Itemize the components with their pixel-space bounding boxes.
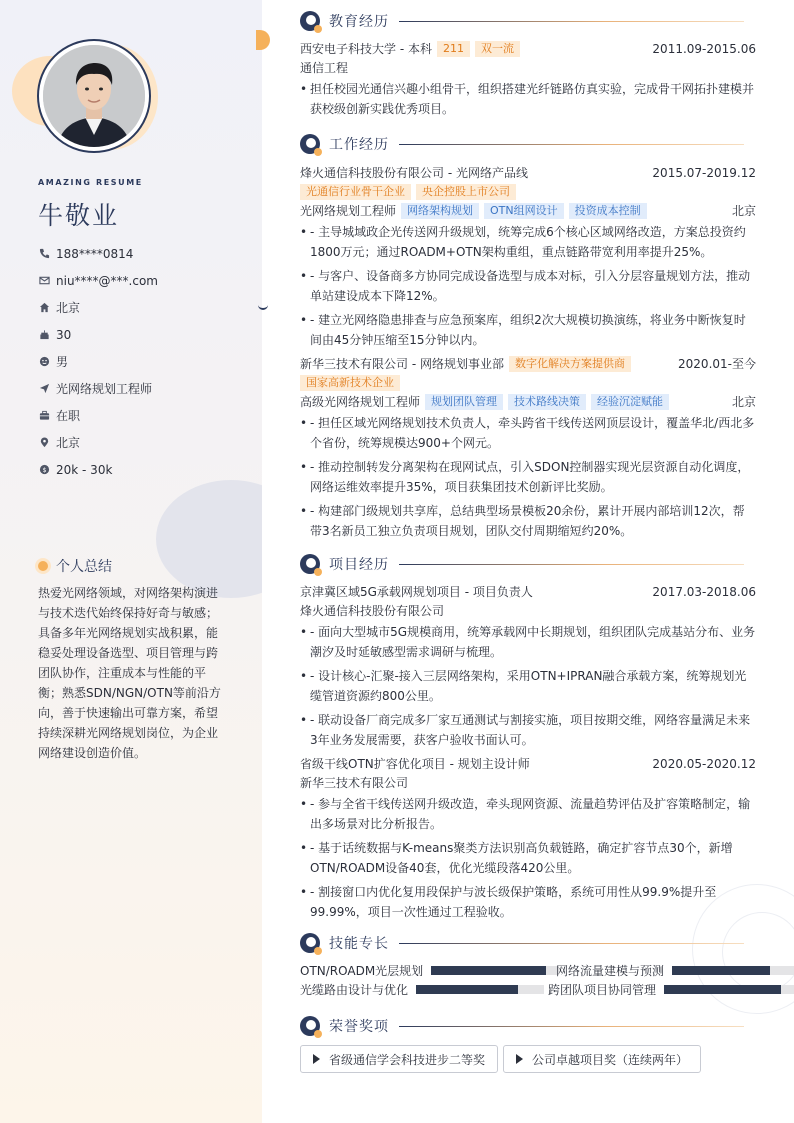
section-icon bbox=[300, 933, 320, 953]
list-item: • - 推动控制转发分离架构在现网试点，引入SDON控制器实现光层资源自动化调度，网络运维效率提升35%，项目获集团技术创新评比奖励。 bbox=[300, 457, 756, 497]
info-text: 在职 bbox=[56, 409, 81, 423]
section-icon bbox=[300, 554, 320, 574]
role-tag: 投资成本控制 bbox=[569, 203, 647, 219]
info-text: 188****0814 bbox=[56, 246, 134, 261]
skill-level-fill bbox=[431, 966, 546, 975]
work-heading bbox=[300, 134, 794, 154]
section-title: 项目经历 bbox=[329, 557, 389, 573]
list-item: • - 面向大型城市5G规模商用，统筹承载网中长期规划，组织团队完成基站分布、业务潮汐及时延敏感型需求调研与梳理。 bbox=[300, 622, 756, 662]
education-block bbox=[300, 39, 756, 123]
list-item: • - 联动设备厂商完成多厂家互通测试与割接实施，项目按期交维，网络容量满足未来3年业务发展需要，获客户验收书面认可。 bbox=[300, 710, 756, 750]
school-tag: 双一流 bbox=[475, 41, 520, 57]
date-range: 2011.09-2015.06 bbox=[652, 41, 756, 56]
company-tag: 光通信行业骨干企业 bbox=[300, 184, 411, 200]
info-position bbox=[38, 375, 158, 402]
candidate-name: 牛敬业 bbox=[38, 201, 120, 230]
projects-heading bbox=[300, 554, 794, 574]
major: 通信工程 bbox=[300, 61, 349, 75]
bullet-dot-icon bbox=[38, 561, 48, 571]
role-tag: 规划团队管理 bbox=[425, 394, 503, 410]
project-header-row bbox=[300, 582, 756, 601]
info-text: 光网络规划工程师 bbox=[56, 382, 153, 396]
info-phone bbox=[38, 240, 158, 267]
list-item: • - 基于话统数据与K-means聚类方法识别高负载链路，确定扩容节点30个，新增OTN/ROADM设备40套，优化光缆段落420公里。 bbox=[300, 838, 756, 878]
skill-name: 跨团队项目协同管理 bbox=[548, 983, 657, 997]
date-range: 2020.05-2020.12 bbox=[652, 756, 756, 771]
list-item: • - 主导城域政企光传送网升级规划，统筹完成6个核心区域网络改造，方案总投资约1800万元；通过ROADM+OTN架构重组，重点链路带宽利用率提升25%。 bbox=[300, 222, 756, 262]
send-icon bbox=[38, 383, 50, 395]
section-divider bbox=[399, 943, 744, 944]
job-city: 北京 bbox=[731, 204, 756, 218]
list-item: • 担任校园光通信兴趣小组骨干，组织搭建光纤链路仿真实验，完成骨干网拓扑建模并获校级创新实践优秀项目。 bbox=[300, 79, 756, 119]
section-icon bbox=[300, 1016, 320, 1036]
role-row bbox=[300, 392, 756, 411]
company-tag: 国家高新技术企业 bbox=[300, 375, 400, 391]
info-location bbox=[38, 429, 158, 456]
info-home bbox=[38, 294, 158, 321]
info-text: 北京 bbox=[56, 301, 81, 315]
decor-blob bbox=[156, 480, 262, 598]
projects-block bbox=[300, 582, 756, 926]
role-tag: 经验沉淀赋能 bbox=[591, 394, 669, 410]
decor-tab bbox=[258, 300, 268, 310]
sidebar bbox=[0, 0, 262, 1123]
section-icon bbox=[300, 11, 320, 31]
award-item bbox=[300, 1045, 498, 1073]
project-company: 新华三技术有限公司 bbox=[300, 776, 409, 790]
company-name: 新华三技术有限公司 - 网络规划事业部 bbox=[300, 357, 504, 371]
section-divider bbox=[399, 1026, 744, 1027]
skill-level-bar bbox=[664, 985, 794, 994]
list-item: • - 参与全省干线传送网升级改造，牵头现网资源、流量趋势评估及扩容策略制定，输出多场景对比分析报告。 bbox=[300, 794, 756, 834]
skill-level-bar bbox=[416, 985, 544, 994]
role-tag: 网络架构规划 bbox=[401, 203, 479, 219]
awards-list bbox=[300, 1045, 706, 1073]
education-header-row bbox=[300, 39, 756, 58]
summary-text: 热爱光网络领域，对网络架构演进与技术迭代始终保持好奇与敏感；具备多年光网络规划实战积累，能稳妥处理设备选型、项目管理与跨团队协作，注重成本与性能的平衡；熟悉SDN/NGN/OTN等前沿方向，善于快速输出可靠方案，希望持续深耕光网络规划岗位，为企业网络建设创造价值。 bbox=[38, 586, 221, 760]
company-tags bbox=[300, 182, 756, 201]
project-name: 京津冀区域5G承载网规划项目 - 项目负责人 bbox=[300, 585, 533, 599]
role-tag: 技术路线决策 bbox=[508, 394, 586, 410]
award-name: 省级通信学会科技进步二等奖 bbox=[329, 1052, 486, 1067]
skill-name: OTN/ROADM光层规划 bbox=[300, 964, 424, 978]
info-status bbox=[38, 402, 158, 429]
salary-icon bbox=[38, 464, 50, 476]
list-item: • - 与客户、设备商多方协同完成设备选型与成本对标，引入分层容量规划方法，推动单站建设成本下降12%。 bbox=[300, 266, 756, 306]
phone-icon bbox=[38, 248, 50, 260]
job-header-row bbox=[300, 163, 756, 182]
section-title: 教育经历 bbox=[329, 14, 389, 30]
list-item: • - 设计核心-汇聚-接入三层网络架构，采用OTN+IPRAN融合承载方案，统筹规划光缆管道资源约800公里。 bbox=[300, 666, 756, 706]
gender-icon bbox=[38, 356, 50, 368]
avatar bbox=[43, 45, 145, 147]
resume-tagline: AMAZING RESUME bbox=[38, 178, 143, 187]
home-icon bbox=[38, 302, 50, 314]
job-city: 北京 bbox=[731, 395, 756, 409]
summary-title: 个人总结 bbox=[56, 559, 112, 575]
info-text: 20k - 30k bbox=[56, 462, 113, 477]
skill-name: 光缆路由设计与优化 bbox=[300, 983, 409, 997]
role-title: 高级光网络规划工程师 bbox=[300, 395, 421, 409]
section-divider bbox=[399, 21, 744, 22]
section-divider bbox=[399, 564, 744, 565]
contact-info-list bbox=[38, 240, 158, 483]
date-range: 2015.07-2019.12 bbox=[652, 165, 756, 180]
company-tag: 数字化解决方案提供商 bbox=[509, 356, 631, 372]
cake-icon bbox=[38, 329, 50, 341]
svg-text:$: $ bbox=[41, 465, 47, 474]
company-name: 烽火通信科技股份有限公司 - 光网络产品线 bbox=[300, 166, 528, 180]
skill-item bbox=[300, 981, 544, 998]
skill-level-fill bbox=[672, 966, 770, 975]
project-name: 省级干线OTN扩容优化项目 - 规划主设计师 bbox=[300, 757, 530, 771]
avatar-frame bbox=[37, 39, 151, 153]
info-text: 男 bbox=[56, 355, 69, 369]
date-range: 2020.01-至今 bbox=[678, 357, 756, 371]
skill-item bbox=[556, 962, 794, 979]
school-tag: 211 bbox=[437, 41, 470, 57]
skill-item bbox=[300, 962, 559, 979]
location-pin-icon bbox=[38, 437, 50, 449]
list-item: • - 建立光网络隐患排查与应急预案库，组织2次大规模切换演练，将业务中断恢复时间由45分钟压缩至15分钟以内。 bbox=[300, 310, 756, 350]
section-title: 荣誉奖项 bbox=[329, 1019, 389, 1035]
date-range: 2017.03-2018.06 bbox=[652, 584, 756, 599]
section-title: 技能专长 bbox=[329, 936, 389, 952]
info-text: 北京 bbox=[56, 436, 81, 450]
info-email bbox=[38, 267, 158, 294]
skill-item bbox=[548, 981, 794, 998]
info-age bbox=[38, 321, 158, 348]
info-gender bbox=[38, 348, 158, 375]
company-tags bbox=[300, 373, 756, 392]
avatar-portrait bbox=[43, 45, 145, 147]
education-heading bbox=[300, 11, 794, 31]
decor-tab bbox=[256, 30, 270, 50]
skill-level-fill bbox=[416, 985, 518, 994]
briefcase-icon bbox=[38, 410, 50, 422]
section-icon bbox=[300, 134, 320, 154]
mail-icon bbox=[38, 275, 50, 287]
list-item: • - 担任区域光网络规划技术负责人，牵头跨省干线传送网顶层设计，覆盖华北/西北多个省份，统筹规模达900+个网元。 bbox=[300, 413, 756, 453]
role-tag: OTN组网设计 bbox=[484, 203, 564, 219]
skill-level-bar bbox=[672, 966, 794, 975]
skill-level-bar bbox=[431, 966, 559, 975]
section-divider bbox=[399, 144, 744, 145]
section-title: 工作经历 bbox=[329, 137, 389, 153]
award-name: 公司卓越项目奖（连续两年） bbox=[532, 1052, 689, 1067]
info-text: 30 bbox=[56, 327, 72, 342]
info-text: niu****@***.com bbox=[56, 273, 158, 288]
play-triangle-icon bbox=[516, 1054, 523, 1064]
school-name: 西安电子科技大学 - 本科 bbox=[300, 42, 432, 56]
job-header-row bbox=[300, 354, 756, 373]
role-row bbox=[300, 201, 756, 220]
info-salary bbox=[38, 456, 158, 483]
skill-level-fill bbox=[664, 985, 781, 994]
project-company: 烽火通信科技股份有限公司 bbox=[300, 604, 445, 618]
skill-name: 网络流量建模与预测 bbox=[556, 964, 665, 978]
work-block bbox=[300, 163, 756, 545]
company-tag: 央企控股上市公司 bbox=[416, 184, 516, 200]
skills-heading bbox=[300, 933, 794, 953]
award-item bbox=[503, 1045, 701, 1073]
list-item: • - 割接窗口内优化复用段保护与波长级保护策略，系统可用性从99.9%提升至99.99%，项目一次性通过工程验收。 bbox=[300, 882, 756, 922]
play-triangle-icon bbox=[313, 1054, 320, 1064]
awards-heading bbox=[300, 1016, 794, 1036]
project-header-row bbox=[300, 754, 756, 773]
list-item: • - 构建部门级规划共享库，总结典型场景模板20余份，累计开展内部培训12次，帮带3名新员工独立负责项目规划，团队交付周期缩短约20%。 bbox=[300, 501, 756, 541]
role-title: 光网络规划工程师 bbox=[300, 204, 397, 218]
summary-heading bbox=[38, 556, 112, 576]
